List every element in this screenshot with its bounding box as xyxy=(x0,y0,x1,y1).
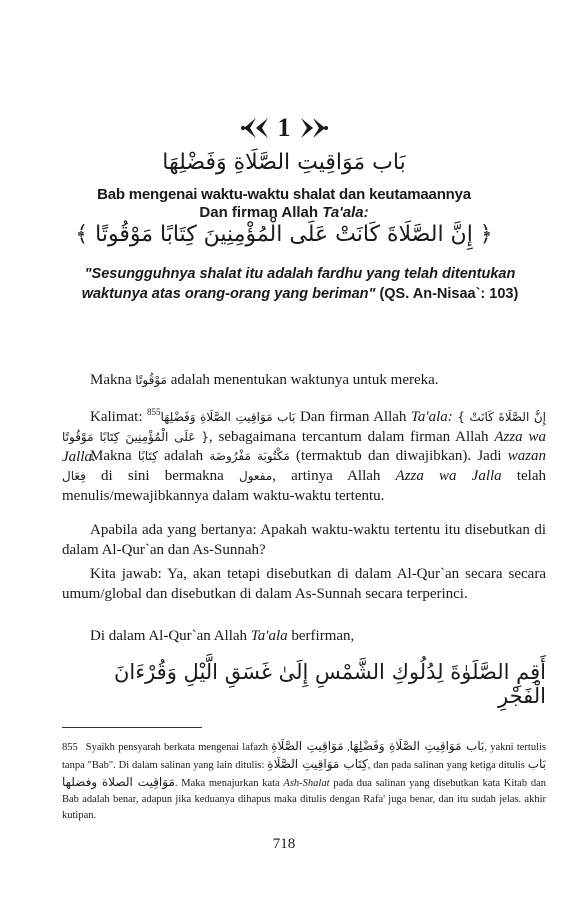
paragraph-3: Makna كِتَابًا adalah مَكْتُوبَة مَفْرُوضَة (termaktub dan diwajibkan). Jadi wazan فِعَال di sini bermakna مفعول, artinya Allah Azza wa Jalla telah menulis/mewajibkannya dalam waktu-waktu tertentu. xyxy=(62,448,547,504)
footnote-divider xyxy=(62,727,202,728)
paragraph-4: Apabila ada yang bertanya: Apakah waktu-waktu tertentu itu disebutkan di dalam Al-Qur`an dan As-Sunnah? xyxy=(62,522,546,558)
verse-translation-line1: "Sesungguhnya shalat itu adalah fardhu yang telah ditentukan xyxy=(84,266,516,282)
page-number: 718 xyxy=(272,836,296,852)
verse-reference: (QS. An-Nisaa`: 103) xyxy=(375,286,519,302)
footnote-number: 855 xyxy=(62,742,78,753)
verse-translation-line2: waktunya atas orang-orang yang beriman" (QS. An-Nisaa`: 103) xyxy=(81,286,519,302)
chapter-subtitle: Dan firman Allah Ta'ala: xyxy=(199,204,369,221)
paragraph-1: Makna مَوْقُوتًا adalah menentukan waktunya untuk mereka. xyxy=(90,372,439,388)
chapter-number: 1 xyxy=(277,113,291,142)
arabic-chapter-title: بَاب مَوَاقِيتِ الصَّلَاةِ وَفَضْلِهَا xyxy=(162,150,406,175)
arabic-verse: ﴿ إِنَّ الصَّلَاةَ كَانَتْ عَلَى الْمُؤْمِنِينَ كِتَابًا مَوْقُوتًا ﴾ xyxy=(75,222,493,247)
quran-ayah: أَقِمِ الصَّلَوٰةَ لِدُلُوكِ الشَّمْسِ إِلَىٰ غَسَقِ الَّيْلِ وَقُرْءَانَ الْفَجْرِ xyxy=(113,660,546,708)
left-ornament-icon xyxy=(240,116,270,140)
chapter-header xyxy=(0,108,568,148)
footnote: 855 Syaikh pensyarah berkata mengenai lafazh بَاب مَوَاقِيتِ الصَّلَاةِ وَفَضْلِهَا, مَوَاقِيتِ الصَّلَاةِ , yakni tertulis tanpa "Bab". Di dalam salinan yang lain ditulis: كِتَاب مَوَاقِيتِ الصَّلَاةِ, dan pada salinan yang ketiga ditulis بَاب مَوَاقِيت الصلاة وفضلها. Maka menajurkan kata Ash-Shalat pada dua salinan yang disebutkan kata Kitab dan Bab adalah benar, adapun jika keduanya dihapus maka ditulis dengan Rafa' juga benar, dan itu sudah jelas. akhir kutipan. xyxy=(62,739,547,821)
footnote-ref: 855 xyxy=(146,407,161,417)
paragraph-5: Kita jawab: Ya, akan tetapi disebutkan di dalam Al-Qur`an secara secara umum/global dan disebutkan di dalam As-Sunnah secara terperinci. xyxy=(62,566,546,602)
paragraph-2: Kalimat: بَاب مَوَاقِيتِ الصَّلَاةِ وَفَضْلِهَا$^{855}$ Dan firman Allah Ta'ala: { إِنَّ الصَّلَاةَ كَانَتْ عَلَى الْمُؤْمِنِينَ كِتَابًا مَوْقُوتًا }, sebagaimana tercantum dalam firman Allah Azza wa Jalla. xyxy=(62,407,547,465)
chapter-title-latin: Bab mengenai waktu-waktu shalat dan keutamaannya xyxy=(97,186,471,203)
right-ornament-icon xyxy=(299,116,329,140)
paragraph-6: Di dalam Al-Qur`an Allah Ta'ala berfirman, xyxy=(90,628,355,644)
